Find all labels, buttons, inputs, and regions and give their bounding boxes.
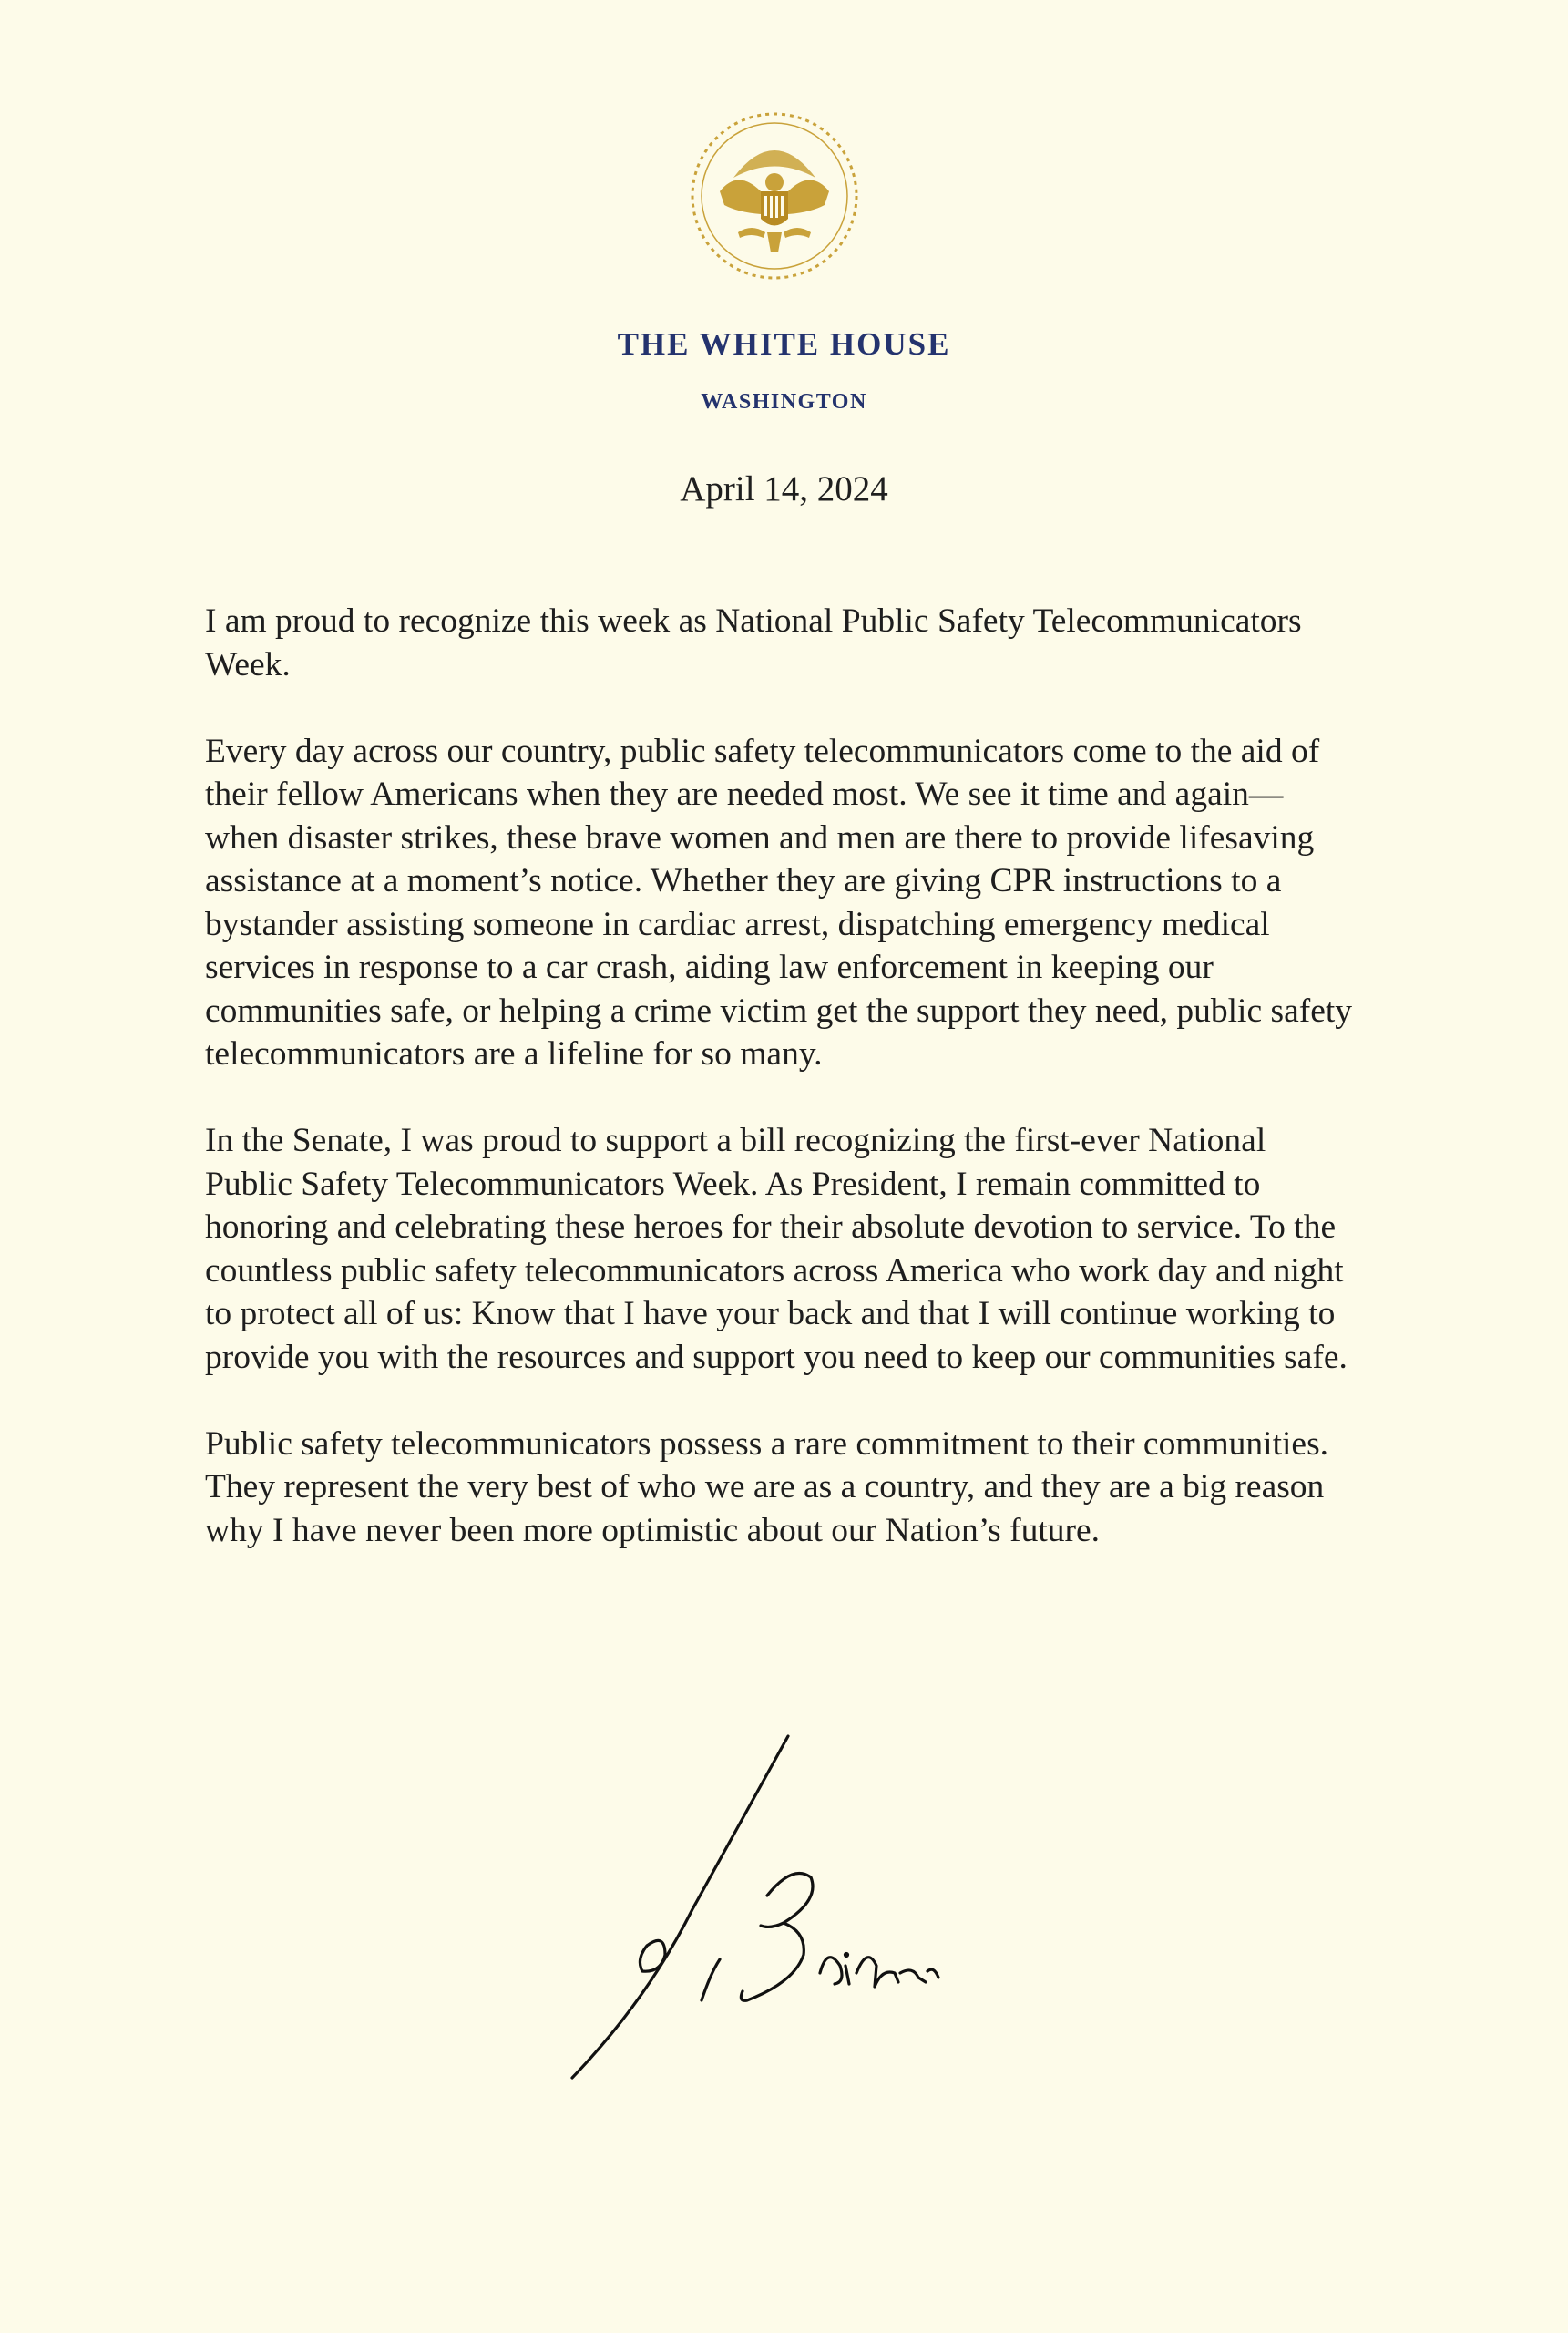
paragraph: In the Senate, I was proud to support a bill recognizing the first-ever National Public Safety Telecommunicators Week. As President, I remain committed to honoring and celebrating these heroes for their absolute devotion to service. To the countless public safety telecommunicators across America who work day and night to protect all of us: Know that I have your back and that I will continue working to provide you with the resources and support you need to keep our communities safe. (205, 1122, 1348, 1376)
letterhead-title: THE WHITE HOUSE (617, 326, 951, 362)
paragraph: Public safety telecommunicators possess a rare commitment to their communities. They represent the very best of who we are as a country, and they are a big reason why I have never been more optimistic about our Nation’s future. (205, 1424, 1329, 1549)
letter-date: April 14, 2024 (680, 469, 888, 509)
letterhead-location: WASHINGTON (701, 390, 867, 414)
signature-icon (556, 1727, 984, 2091)
paragraph: Every day across our country, public safety telecommunicators come to the aid of their fellow Americans when they are needed most. We see it time and again—when disaster strikes, these brave women and men are there to provide lifesaving assistance at a moment’s notice. Whether they are giving CPR instructions to a bystander assisting someone in cardiac arrest, dispatching emergency medical services in response to a car crash, aiding law enforcement in keeping our communities safe, or helping a crime victim get the support they need, public safety telecommunicators are a lifeline for so many. (205, 732, 1353, 1073)
letter-body (205, 600, 1353, 1596)
paragraph: I am proud to recognize this week as National Public Safety Telecommunicators Week. (205, 602, 1302, 683)
presidential-seal-icon (683, 105, 866, 287)
